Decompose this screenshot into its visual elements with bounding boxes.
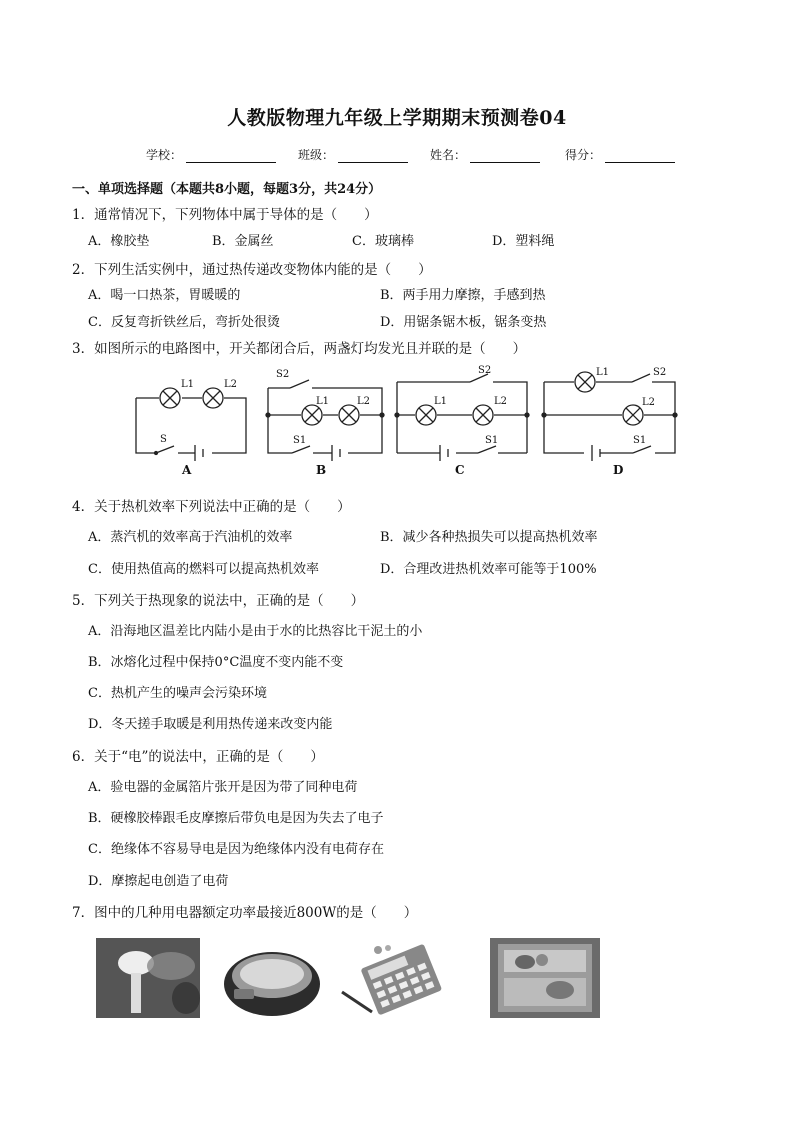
circuit-c-l1-label: L1 [434, 396, 448, 407]
school-field [146, 146, 276, 163]
circuit-d-l1-label: L1 [596, 367, 610, 378]
question-5-option-c: C．热机产生的噪声会污染环境 [88, 686, 267, 701]
school-blank [186, 149, 276, 163]
circuit-c-s1-label: S1 [485, 435, 499, 446]
school-label: 学校： [146, 148, 183, 162]
circuit-b [266, 380, 384, 461]
question-6-option-b: B．硬橡胶棒跟毛皮摩擦后带负电是因为失去了电子 [88, 811, 384, 826]
circuit-d-l2-label: L2 [642, 397, 656, 408]
question-4-option-a: A．蒸汽机的效率高于汽油机的效率 [88, 530, 293, 545]
name-field [430, 146, 540, 163]
question-1-stem: 1．通常情况下，下列物体中属于导体的是（ ） [72, 207, 378, 223]
question-5-option-d: D．冬天搓手取暖是利用热传递来改变内能 [88, 717, 333, 732]
circuit-a-l2-label: L2 [224, 379, 238, 390]
circuit-b-s2-label: S2 [276, 369, 290, 380]
question-1-option-b: B．金属丝 [212, 234, 274, 249]
question-6-option-a: A．验电器的金属箔片张开是因为带了同种电荷 [88, 780, 358, 795]
circuit-d-s1-label: S1 [633, 435, 647, 446]
name-label: 姓名： [430, 148, 467, 162]
question-1-option-a: A．橡胶垫 [88, 234, 150, 249]
score-label: 得分： [565, 148, 602, 162]
score-field [565, 146, 675, 163]
rice-cooker-image [220, 944, 324, 1020]
circuit-d [542, 372, 677, 461]
class-field [298, 146, 408, 163]
question-7-stem: 7．图中的几种用电器额定功率最接近800W的是（ ） [72, 905, 418, 921]
page-title: 人教版物理九年级上学期期末预测卷04 [227, 107, 567, 129]
name-blank [470, 149, 540, 163]
circuit-diagrams [0, 360, 794, 480]
question-2-stem: 2．下列生活实例中，通过热传递改变物体内能的是（ ） [72, 262, 432, 278]
circuit-d-s2-label: S2 [653, 367, 667, 378]
circuit-d-label: D [613, 463, 624, 477]
question-5-stem: 5．下列关于热现象的说法中，正确的是（ ） [72, 593, 365, 609]
circuit-c-l2-label: L2 [494, 396, 508, 407]
calculator-image [338, 942, 448, 1020]
circuit-a-s-label: S [160, 434, 167, 445]
question-4-option-d: D．合理改进热机效率可能等于100% [380, 562, 597, 577]
circuit-b-s1-label: S1 [293, 435, 307, 446]
question-1-option-d: D．塑料绳 [492, 234, 555, 249]
circuit-a-label: A [182, 463, 192, 477]
class-blank [338, 149, 408, 163]
circuit-a-l1-label: L1 [181, 379, 195, 390]
circuit-a [136, 388, 246, 461]
score-blank [605, 149, 675, 163]
circuit-b-l1-label: L1 [316, 396, 330, 407]
question-6-stem: 6．关于“电”的说法中，正确的是（ ） [72, 749, 324, 765]
question-6-option-d: D．摩擦起电创造了电荷 [88, 874, 229, 889]
question-5-option-a: A．沿海地区温差比内陆小是由于水的比热容比干泥土的小 [88, 624, 423, 639]
question-2-option-b: B．两手用力摩擦，手感到热 [380, 288, 546, 303]
question-4-option-b: B．减少各种热损失可以提高热机效率 [380, 530, 598, 545]
refrigerator-image [490, 938, 600, 1018]
question-1-option-c: C．玻璃棒 [352, 234, 414, 249]
question-5-option-b: B．冰熔化过程中保持0°C温度不变内能不变 [88, 655, 344, 670]
circuit-b-l2-label: L2 [357, 396, 371, 407]
question-2-option-a: A．喝一口热茶，胃暖暖的 [88, 288, 241, 303]
circuit-c-s2-label: S2 [478, 365, 492, 376]
question-3-stem: 3．如图所示的电路图中，开关都闭合后，两盏灯均发光且并联的是（ ） [72, 341, 527, 357]
question-2-option-d: D．用锯条锯木板，锯条变热 [380, 315, 547, 330]
circuit-c-label: C [455, 463, 465, 477]
section-heading: 一、单项选择题（本题共8小题，每题3分，共24分） [72, 182, 382, 197]
hair-dryer-image [96, 938, 200, 1018]
question-2-option-c: C．反复弯折铁丝后，弯折处很烫 [88, 315, 280, 330]
circuit-c [395, 374, 529, 461]
circuit-b-label: B [316, 463, 327, 477]
class-label: 班级： [298, 148, 335, 162]
question-6-option-c: C．绝缘体不容易导电是因为绝缘体内没有电荷存在 [88, 842, 384, 857]
question-4-option-c: C．使用热值高的燃料可以提高热机效率 [88, 562, 319, 577]
question-4-stem: 4．关于热机效率下列说法中正确的是（ ） [72, 499, 351, 515]
